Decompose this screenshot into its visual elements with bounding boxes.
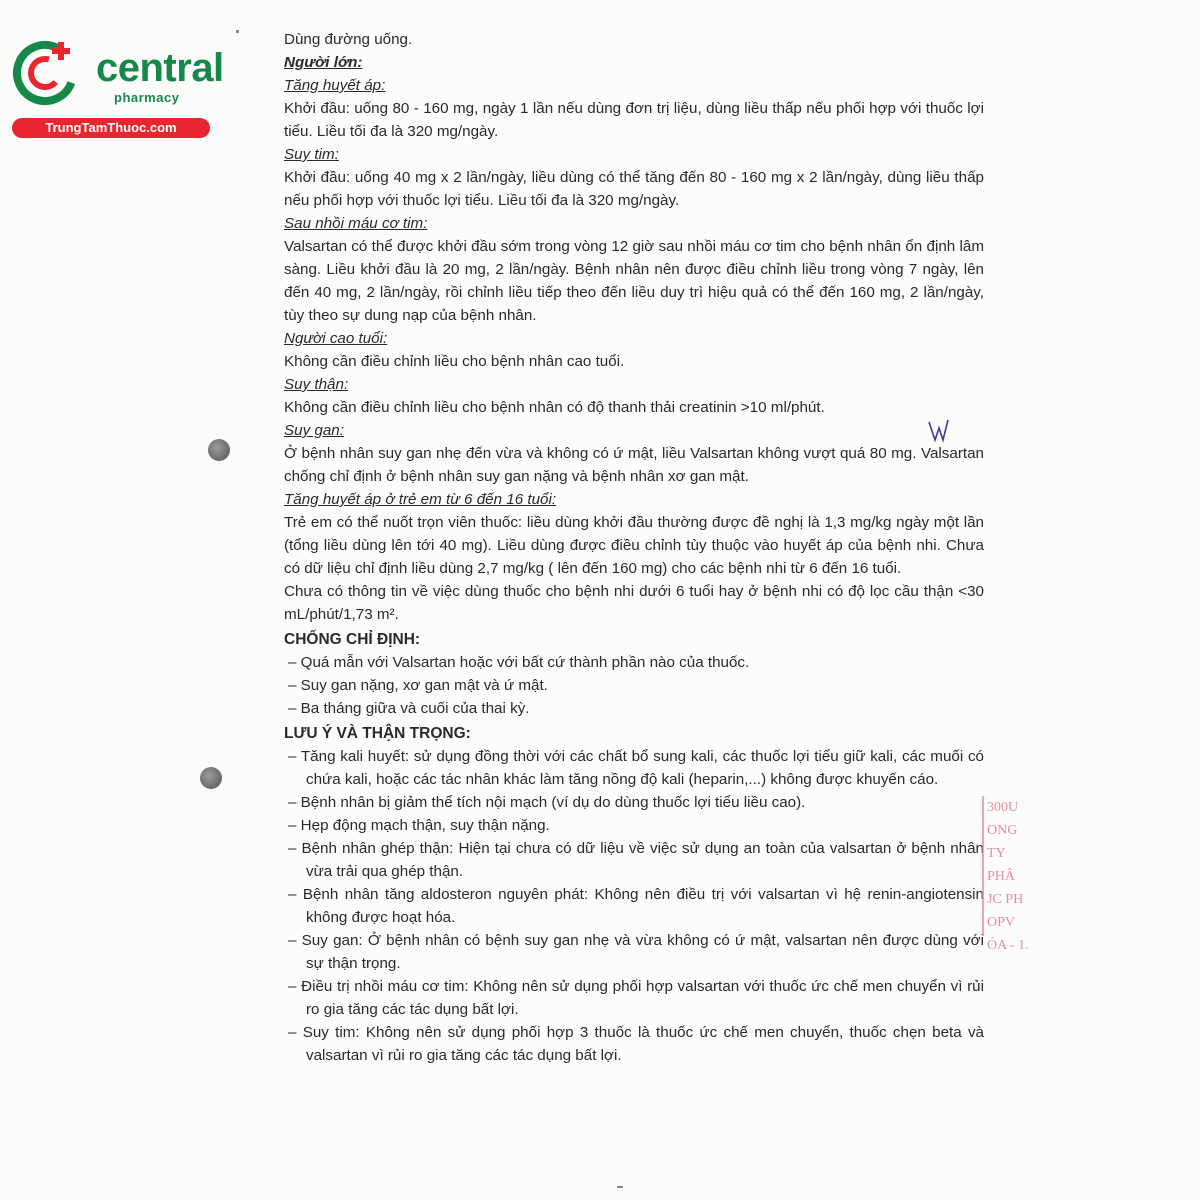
text-liver: Ở bệnh nhân suy gan nhẹ đến vừa và không có ứ mật, liều Valsartan không vượt quá 80 mg. Valsartan chống chỉ định ở bệnh nhân suy gan nặng và bệnh nhân xơ gan mật. xyxy=(284,445,984,485)
stamp-line: 300U xyxy=(987,800,1019,815)
list-item: – Tăng kali huyết: sử dụng đồng thời với các chất bổ sung kali, các thuốc lợi tiểu giữ kali, các muối có chứa kali, hoặc các tác nhân khác làm tăng nồng độ kali (heparin,...) không được khuyến cáo. xyxy=(288,748,984,788)
list-item: – Suy gan nặng, xơ gan mật và ứ mật. xyxy=(288,677,548,694)
document-body xyxy=(284,28,984,1067)
heading-post-mi: Sau nhồi máu cơ tim: xyxy=(284,215,428,232)
stamp-line: PHÂ xyxy=(987,869,1016,884)
heading-elderly: Người cao tuổi: xyxy=(284,330,388,347)
stamp-line: ONG TY xyxy=(987,823,1018,861)
text-pediatric-2: Chưa có thông tin về việc dùng thuốc cho bệnh nhi dưới 6 tuổi hay ở bệnh nhi có độ lọc cầu thận <30 mL/phút/1,73 m². xyxy=(284,583,984,623)
route-text: Dùng đường uống. xyxy=(284,31,413,48)
list-item: – Điều trị nhồi máu cơ tim: Không nên sử dụng phối hợp valsartan với thuốc ức chế men chuyển vì rủi ro gia tăng các tác dụng bất lợi. xyxy=(288,978,984,1018)
logo-sub: pharmacy xyxy=(114,90,180,105)
text-hypertension: Khởi đầu: uống 80 - 160 mg, ngày 1 lần nếu dùng đơn trị liệu, dùng liều thấp nếu phối hợp với thuốc lợi tiểu. Liều tối đa là 320 mg/ngày. xyxy=(284,100,984,140)
list-item: – Bệnh nhân ghép thận: Hiện tại chưa có dữ liệu về việc sử dụng an toàn của valsartan ở bệnh nhân vừa trải qua ghép thận. xyxy=(288,840,984,880)
punch-hole-top xyxy=(208,439,230,461)
stamp-line: OPV xyxy=(987,915,1016,930)
text-renal: Không cần điều chỉnh liều cho bệnh nhân có độ thanh thải creatinin >10 ml/phút. xyxy=(284,399,825,416)
heading-adult: Người lớn: xyxy=(284,54,363,71)
text-pediatric: Trẻ em có thể nuốt trọn viên thuốc: liều dùng khởi đầu thường được đề nghị là 1,3 mg/kg ngày một lần (tổng liều dùng lên tới 40 mg). Liều dùng được điều chỉnh tùy thuộc vào huyết áp của bệnh nhi. Chưa có dữ liệu chỉ định liều dùng 2,7 mg/kg ( lên đến 160 mg) cho các bệnh nhi từ 6 đến 16 tuổi. xyxy=(284,514,984,577)
list-item: – Quá mẫn với Valsartan hoặc với bất cứ thành phần nào của thuốc. xyxy=(288,654,750,671)
logo-brand: central xyxy=(96,46,224,90)
list-item: – Suy tim: Không nên sử dụng phối hợp 3 thuốc là thuốc ức chế men chuyển, thuốc chẹn beta và valsartan vì rủi ro gia tăng các tác dụng bất lợi. xyxy=(288,1024,984,1064)
stamp-line: JC PH xyxy=(987,892,1024,907)
stamp-line: ÓA - 1. xyxy=(987,938,1029,953)
heading-contraindications: CHỐNG CHỈ ĐỊNH: xyxy=(284,631,421,648)
list-item: – Hẹp động mạch thận, suy thận nặng. xyxy=(288,817,550,834)
list-item: – Suy gan: Ở bệnh nhân có bệnh suy gan nhẹ và vừa không có ứ mật, valsartan nên được dùng với sự thận trọng. xyxy=(288,932,984,972)
company-stamp xyxy=(982,796,1031,953)
heading-renal: Suy thận: xyxy=(284,376,349,393)
heading-hypertension: Tăng huyết áp: xyxy=(284,77,386,94)
heading-heart-failure: Suy tim: xyxy=(284,146,339,163)
text-elderly: Không cần điều chỉnh liều cho bệnh nhân cao tuổi. xyxy=(284,353,625,370)
list-item: – Bệnh nhân bị giảm thể tích nội mạch (ví dụ do dùng thuốc lợi tiểu liều cao). xyxy=(288,794,806,811)
heading-precautions: LƯU Ý VÀ THẬN TRỌNG: xyxy=(284,725,471,742)
logo-banner: TrungTamThuoc.com xyxy=(12,118,210,138)
heading-pediatric: Tăng huyết áp ở trẻ em từ 6 đến 16 tuổi: xyxy=(284,491,557,508)
text-post-mi: Valsartan có thể được khởi đầu sớm trong vòng 12 giờ sau nhồi máu cơ tim cho bệnh nhân ổn định lâm sàng. Liều khởi đầu là 20 mg, 2 lần/ngày. Bệnh nhân nên được điều chỉnh liều trong vòng 7 ngày, lên đến 40 mg, 2 lần/ngày, rồi chỉnh liều tiếp theo đến liều duy trì hiệu quả có thể đến 160 mg, 2 lần/ngày, tùy theo sự dung nạp của bệnh nhân. xyxy=(284,238,984,324)
punch-hole-bottom xyxy=(200,767,222,789)
list-item: – Bệnh nhân tăng aldosteron nguyên phát: Không nên điều trị với valsartan vì hệ renin-angiotensin không được hoạt hóa. xyxy=(288,886,984,926)
central-pharmacy-logo xyxy=(12,38,224,138)
heading-liver: Suy gan: xyxy=(284,422,344,439)
speck xyxy=(617,1186,623,1188)
list-item: – Ba tháng giữa và cuối của thai kỳ. xyxy=(288,700,530,717)
speck xyxy=(236,30,239,33)
text-heart-failure: Khởi đầu: uống 40 mg x 2 lần/ngày, liều dùng có thể tăng đến 80 - 160 mg x 2 lần/ngày, dùng liều thấp nếu phối hợp với thuốc lợi tiểu. Liều tối đa là 320 mg/ngày. xyxy=(284,169,984,209)
logo-ring-icon xyxy=(12,40,78,106)
